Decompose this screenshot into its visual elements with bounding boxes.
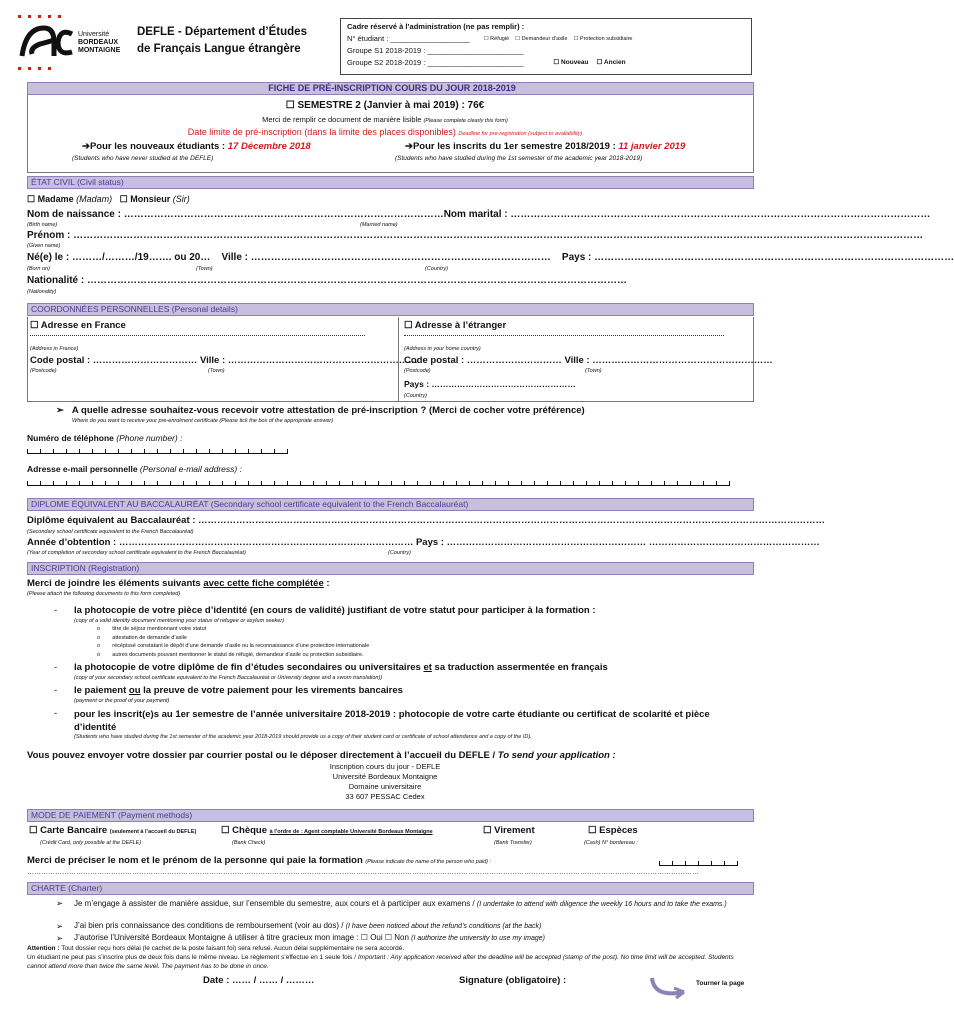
- cheque-checkbox[interactable]: ☐ Chèque: [221, 825, 267, 836]
- returning-students-date: 11 janvier 2019: [618, 141, 686, 152]
- id-subitem-text: attestation de demande d’asile: [112, 634, 187, 641]
- admin-former-checkbox[interactable]: ☐ Ancien: [596, 59, 626, 66]
- admin-group-s2: Groupe S2 2018-2019 : _______________________: [347, 58, 524, 67]
- payer-name-field[interactable]: ………………………………………………………………………………………………………………………………………………………………………………………………………………………………………………………………: [27, 869, 699, 876]
- foreign-town-en: (Town): [585, 368, 602, 374]
- fill-instruction: [0, 115, 770, 124]
- france-address-en: (Address in France): [30, 346, 79, 352]
- foreign-postcode-en: (Postcode): [404, 368, 431, 374]
- postal-address-line: 33 607 PESSAC Cedex: [345, 792, 425, 801]
- madame-en: (Madam): [76, 194, 113, 204]
- foreign-address-checkbox[interactable]: ☐ Adresse à l’étranger: [404, 320, 507, 331]
- deadline-fr: Date limite de pré-inscription (dans la limite des places disponibles): [187, 127, 456, 137]
- madame-checkbox[interactable]: ☐ Madame: [27, 194, 74, 204]
- card-checkbox[interactable]: ☐ Carte Bancaire: [29, 825, 108, 836]
- admin-box: [340, 18, 752, 75]
- transfer-checkbox[interactable]: ☐ Virement: [483, 825, 535, 836]
- birth-row: [27, 252, 954, 263]
- address-question: [56, 405, 585, 416]
- diploma-header: DIPLOME ÉQUIVALENT AU BACCALAURÉAT (Secondary school certificate equivalent to the French Baccalauréat): [27, 498, 754, 511]
- charter-header: CHARTE (Charter): [27, 882, 754, 895]
- monsieur-checkbox[interactable]: ☐ Monsieur: [119, 194, 171, 204]
- attach-intro-en: (Please attach the following documents to this form completed): [27, 591, 181, 597]
- postal-address-line: Domaine universitaire: [348, 782, 422, 791]
- attention-detail: [27, 953, 752, 971]
- nationality-field[interactable]: Nationalité : ………………………………………………………………………………………………………………………………………………: [27, 275, 628, 286]
- charter-refund-en: (I have been noticed about the refund’s conditions (at the back): [345, 923, 542, 930]
- id-subitem: o récépissé constatant le dépôt d’une demande d’asile ou la reconnaissance d’une protection internationale: [97, 643, 370, 649]
- birth-town-field[interactable]: Ville : ………………………………………………………………………………: [221, 252, 551, 263]
- france-postcode-field[interactable]: Code postal : …………………………… Ville : ……………………………………………………: [30, 355, 418, 366]
- attention-detail-en: Important : Any application received after the deadline will be accepted (stamp of the post). No time limit will be accepted. Students cannot attend more than twice the same level. The payment has to be done in once.: [27, 954, 734, 970]
- postal-address-line: Université Bordeaux Montaigne: [332, 772, 438, 781]
- foreign-country-field[interactable]: Pays : ……………………………………………: [404, 379, 576, 389]
- item-payment: [74, 685, 403, 696]
- item-diploma-text: la photocopie de votre diplôme de fin d’études secondaires ou universitaires: [74, 662, 424, 673]
- id-subitem: o titre de séjour mentionnant votre statut: [97, 626, 207, 632]
- email-input-boxes[interactable]: [27, 478, 730, 488]
- payment-header: MODE DE PAIEMENT (Payment methods): [27, 809, 754, 822]
- card-en: (Crédit Card, only possible at the DEFLE): [40, 840, 142, 846]
- id-subitem-text: titre de séjour mentionnant votre statut: [112, 626, 207, 632]
- new-students-label: ➔Pour les nouveaux étudiants :: [82, 141, 228, 152]
- diploma-en: (Secondary school certificate equivalent to the French Baccalauréat): [27, 529, 194, 535]
- logo-line1: Université: [78, 31, 110, 38]
- attach-intro: [27, 578, 330, 589]
- id-subitem: o attestation de demande d’asile: [97, 634, 187, 641]
- item-id-copy-en: (copy of a valid identity document mentioning your status of refugee or asylum seeker): [74, 618, 285, 624]
- id-subitems: [97, 625, 369, 659]
- admin-refugee-checkbox[interactable]: ☐ Réfugié: [483, 36, 510, 42]
- town-en: (Town): [196, 266, 213, 272]
- header-title-line2: de Français Langue étrangère: [137, 43, 301, 55]
- registration-header: INSCRIPTION (Registration): [27, 562, 754, 575]
- id-subitem-text: autres documents pouvant mentionner le statut de réfugié, demandeur d’asile ou protection subsidiaire.: [112, 651, 364, 658]
- foreign-country-en: (Country): [404, 393, 427, 399]
- attach-intro-end: :: [323, 578, 330, 589]
- given-name-field[interactable]: Prénom : …………………………………………………………………………………………………………………………………………………………………………………………………………………………………: [27, 230, 924, 241]
- attention-label: Attention :: [27, 945, 62, 952]
- admin-title: Cadre réservé à l’administration (ne pas remplir) :: [347, 22, 525, 31]
- turn-page-label: Tourner la page: [696, 980, 745, 987]
- email-label-fr: Adresse e-mail personnelle: [27, 464, 138, 474]
- header-title-line1: DEFLE - Département d’Études: [137, 26, 307, 38]
- foreign-postcode-field[interactable]: Code postal : ………………………… Ville : …………………………………………………: [404, 355, 773, 366]
- email-label: [27, 464, 242, 474]
- item-payment-text-end: la preuve de votre paiement pour les virements bancaires: [140, 685, 403, 696]
- given-name-en: (Given name): [27, 243, 61, 249]
- new-students-deadline: [82, 141, 311, 152]
- phone-input-boxes[interactable]: [27, 446, 288, 456]
- attach-intro-underlined: avec cette fiche complétée: [203, 578, 324, 589]
- logo-line2: BORDEAUX: [78, 39, 119, 46]
- charter-item-image: [74, 933, 545, 942]
- diploma-country-en: (Country): [388, 550, 411, 556]
- deadline-line: [0, 127, 770, 137]
- logo-line3: MONTAIGNE: [78, 47, 121, 54]
- item-payment-en: (payment or the proof of your payment): [74, 698, 170, 704]
- turn-page-arrow-icon: [648, 968, 690, 1002]
- charter-item-attendance: [74, 898, 746, 910]
- item-student-card: pour les inscrit(e)s au 1er semestre de l’année universitaire 2018-2019 : photocopie de votre carte étudiante ou certificat de scolarité et pièce d’identité: [74, 709, 710, 733]
- birth-name-field[interactable]: Nom de naissance : ……………………………………………………………………………………: [27, 209, 444, 220]
- payer-name-row: [27, 855, 491, 866]
- civility-row: [27, 194, 190, 205]
- email-label-en: (Personal e-mail address) :: [139, 464, 242, 474]
- married-name-field[interactable]: Nom marital : ………………………………………………………………………………………………………………: [443, 209, 931, 220]
- charter-refund-fr: J’ai bien pris connaissance des conditions de remboursement (voir au dos) /: [74, 921, 346, 930]
- returning-students-label: ➔Pour les inscrits du 1er semestre 2018/2019 :: [405, 141, 619, 152]
- admin-protection-checkbox[interactable]: ☐ Protection subsidiaire: [573, 36, 633, 42]
- born-on-en: (Born on): [27, 266, 50, 272]
- deadline-en: Deadline for pre-registration (subject to availability): [458, 131, 583, 137]
- payment-card-option: [29, 825, 196, 836]
- france-town-en: (Town): [208, 368, 225, 374]
- arrow-icon: ➢: [56, 898, 64, 908]
- send-instruction-en: To send your application :: [497, 750, 616, 761]
- attention-detail-fr: Un étudiant ne peut pas s’inscrire plus de deux fois dans le même niveau. Le règlement s’effectue en 1 seule fois /: [27, 954, 358, 961]
- dash-3: -: [54, 685, 58, 696]
- attention-text: Tout dossier reçu hors délai (le cachet de la poste faisant foi) sera refusé. Aucun délai supplémentaire ne sera accordé.: [61, 945, 405, 952]
- item-diploma-text-end: sa traduction assermentée en français: [431, 662, 608, 673]
- charter-attendance-en: (I undertake to attend with diligence the weekly 16 hours and to take the exams.): [476, 901, 727, 908]
- new-students-date: 17 Décembre 2018: [227, 141, 311, 152]
- admin-student-number: N° étudiant : ___________________: [347, 34, 470, 43]
- postal-address: [0, 762, 770, 802]
- cheque-en: (Bank Check): [232, 840, 266, 846]
- france-address-line[interactable]: [30, 335, 365, 336]
- arrow-icon: ➢: [56, 933, 64, 943]
- admin-group-s1: Groupe S1 2018-2019 : _______________________: [347, 46, 524, 55]
- dash-2: -: [54, 662, 58, 673]
- dash-1: -: [54, 605, 58, 616]
- payer-name-label: Merci de préciser le nom et le prénom de la personne qui paie la formation: [27, 855, 363, 866]
- item-id-copy: la photocopie de votre pièce d’identité (en cours de validité) justifiant de votre statut pour participer à la formation :: [74, 605, 596, 616]
- item-student-card-en: (Students who have studied during the 1st semester of the academic year 2018-2019 should provide us a copy of their student card or certificate of school attendance and a copy of the ID).: [74, 734, 532, 740]
- new-students-en: (Students who have never studied at the DEFLE): [72, 155, 214, 162]
- foreign-address-en: (Address in your home country): [404, 346, 481, 352]
- dash-4: -: [54, 708, 58, 719]
- phone-label-en: (Phone number) :: [116, 433, 183, 443]
- transfer-en: (Bank Transfer): [494, 840, 532, 846]
- send-instruction-fr: Vous pouvez envoyer votre dossier par courrier postal ou le déposer directement à l’accueil du DEFLE /: [27, 750, 498, 761]
- birth-name-row: [27, 209, 930, 220]
- year-en: (Year of completion of secondary school certificate equivalent to the French Baccalauréat): [27, 550, 246, 556]
- monsieur-en: (Sir): [172, 194, 190, 204]
- university-logo: [18, 12, 130, 74]
- arrow-icon: ➢: [56, 921, 64, 931]
- card-note: (seulement à l’accueil du DEFLE): [109, 829, 197, 835]
- birth-date-field[interactable]: Né(e) le : ………/………/19……. ou 20…: [27, 252, 211, 263]
- france-postcode-en: (Postcode): [30, 368, 57, 374]
- send-instruction: [27, 750, 616, 761]
- payer-name-boxes[interactable]: [659, 858, 738, 868]
- item-diploma-underlined: et: [423, 662, 432, 673]
- address-question-en: Where do you want to receive your pre-enrolment certificate (Please tick the box of the appropriate answer): [72, 418, 334, 424]
- payment-cheque-option: [221, 825, 433, 836]
- postal-address-line: Inscription cours du jour - DEFLE: [329, 762, 441, 771]
- fill-instruction-fr: Merci de remplir ce document de manière lisible: [262, 115, 422, 124]
- address-question-text: A quelle adresse souhaitez-vous recevoir votre attestation de pré-inscription ? (Merci de cocher votre préférence): [71, 405, 585, 416]
- arrow-icon: ➢: [56, 405, 64, 416]
- cheque-note: à l’ordre de : Agent comptable Université Bordeaux Montaigne: [269, 829, 433, 835]
- phone-label-fr: Numéro de téléphone: [27, 433, 114, 443]
- cash-en: (Cash) N° bordereau :: [584, 840, 638, 846]
- returning-students-en: (Students who have studied during the 1st semester of the academic year 2018-2019): [395, 155, 643, 162]
- attention-line: [27, 945, 404, 952]
- charter-image-en: (I authorize the university to use my image): [411, 935, 546, 942]
- year-country-field[interactable]: Année d’obtention : ………………………………………………………………………………… Pays : ……………………………………………………… ………………………………………………: [27, 537, 820, 548]
- attach-intro-text: Merci de joindre les éléments suivants: [27, 578, 204, 589]
- admin-asylum-checkbox[interactable]: ☐ Demandeur d’asile: [515, 36, 568, 42]
- item-payment-underlined: ou: [128, 685, 141, 696]
- birth-name-en: (Birth name): [27, 222, 58, 228]
- id-subitem: o autres documents pouvant mentionner le statut de réfugié, demandeur d’asile ou protection subsidiaire.: [97, 651, 364, 658]
- charter-item-refund: [74, 921, 541, 930]
- birth-country-field[interactable]: Pays : ………………………………………………………………………………………………: [561, 252, 954, 263]
- civil-status-header: ÉTAT CIVIL (Civil status): [27, 176, 754, 189]
- item-diploma-copy: [74, 662, 608, 673]
- item-payment-text: le paiement: [74, 685, 129, 696]
- phone-label: [27, 433, 182, 443]
- date-field[interactable]: Date : …… / …… / ………: [203, 975, 315, 986]
- signature-field[interactable]: Signature (obligatoire) :: [459, 975, 567, 986]
- cash-checkbox[interactable]: ☐ Espèces: [588, 825, 638, 836]
- payer-name-en: (Please indicate the name of the person who paid) :: [365, 859, 492, 865]
- fiche-title: FICHE DE PRÉ-INSCRIPTION COURS DU JOUR 2018-2019: [27, 82, 754, 95]
- admin-new-checkbox[interactable]: ☐ Nouveau: [553, 59, 589, 66]
- nationality-en: (Nationality): [27, 289, 57, 295]
- country-en: (Country): [425, 266, 448, 272]
- fill-instruction-en: (Please complete clearly this form): [423, 118, 508, 124]
- header-title: [137, 24, 307, 58]
- personal-details-header: COORDONNÉES PERSONNELLES (Personal details): [27, 303, 754, 316]
- charter-image-fr[interactable]: J’autorise l’Université Bordeaux Montaigne à utiliser à titre gracieux mon image : ☐ Oui ☐ Non: [74, 933, 412, 942]
- returning-students-deadline: [405, 141, 685, 152]
- item-diploma-en: (copy of your secondary school certificate equivalent to the French Baccalauréat or University degree and a sworn translation)): [74, 675, 383, 681]
- diploma-field[interactable]: Diplôme équivalent au Baccalauréat : ………………………………………………………………………………………………………………………………………………………………………………: [27, 515, 826, 526]
- id-subitem-text: récépissé constatant le dépôt d’une demande d’asile ou la reconnaissance d’une protection internationale: [112, 643, 370, 649]
- france-address-checkbox[interactable]: ☐ Adresse en France: [30, 320, 126, 331]
- charter-attendance-fr: Je m’engage à assister de manière assidue, sur l’ensemble du semestre, aux cours et à participer aux examens /: [74, 899, 477, 908]
- semester-checkbox[interactable]: ☐ SEMESTRE 2 (Janvier à mai 2019) : 76€: [285, 100, 485, 111]
- married-name-en: (Married name): [360, 222, 398, 228]
- foreign-address-line[interactable]: [404, 335, 724, 336]
